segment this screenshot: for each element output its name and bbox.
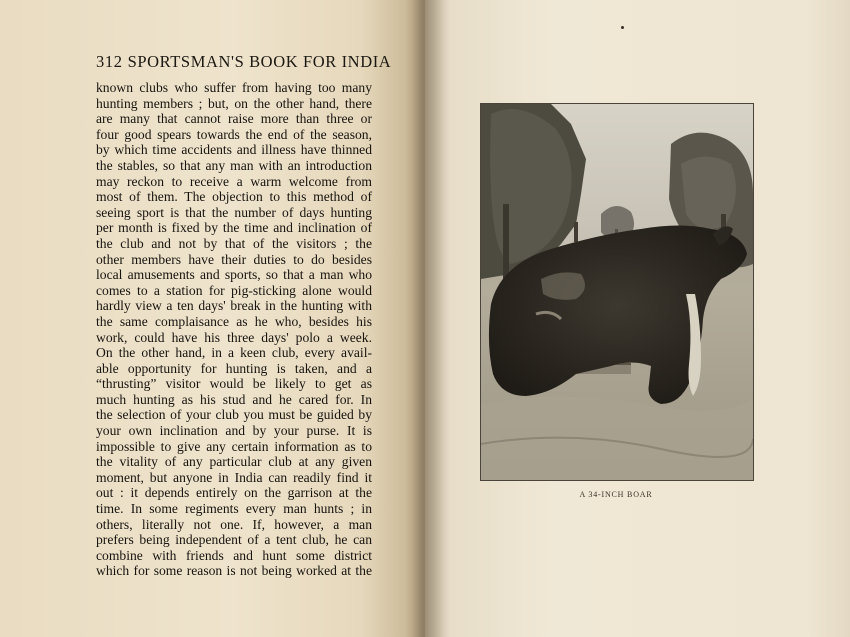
text-line: local amusements and sports, so that a man who [96, 267, 372, 283]
text-line: much hunting as his stud and he cared for. In [96, 391, 372, 407]
text-line: On the other hand, in a keen club, every avail- [96, 345, 372, 361]
text-line: work, could have his three days' polo a week. [96, 329, 372, 345]
text-line: which for some reason is not being worked at the [96, 563, 372, 579]
text-line: out : it depends entirely on the garrison at the [96, 485, 372, 501]
text-line: the same complaisance as he who, besides his [96, 313, 372, 329]
text-line: moment, but anyone in India can readily find it [96, 469, 372, 485]
text-line: able opportunity for hunting is taken, and a [96, 360, 372, 376]
text-line: comes to a station for pig-sticking alone would [96, 282, 372, 298]
text-line: combine with friends and hunt some district [96, 547, 372, 563]
text-line: the stables, so that any man with an introduction [96, 157, 372, 173]
text-line: seeing sport is that the number of days hunting [96, 204, 372, 220]
text-line: are many that cannot raise more than three or [96, 111, 372, 127]
text-line: four good spears towards the end of the season, [96, 126, 372, 142]
running-head [96, 52, 392, 72]
text-line: time. In some regiments every man hunts ; in [96, 501, 372, 517]
boar-photo-illustration [481, 104, 753, 480]
text-line: others, literally not one. If, however, a man [96, 516, 372, 532]
text-line: other members have their duties to do besides [96, 251, 372, 267]
text-line: may reckon to receive a warm welcome from [96, 173, 372, 189]
text-line: the vitality of any particular club at any given [96, 454, 372, 470]
boar-photograph [480, 103, 754, 481]
text-line: your own inclination and by your purse. It is [96, 423, 372, 439]
text-line: hardly view a ten days' break in the hunting with [96, 298, 372, 314]
plate-caption: A 34-INCH BOAR [579, 490, 653, 499]
text-line: by which time accidents and illness have thinned [96, 142, 372, 158]
text-line: prefers being independent of a tent club, he can [96, 532, 372, 548]
text-line: known clubs who suffer from having too many [96, 80, 372, 95]
text-line: hunting members ; but, on the other hand, there [96, 95, 372, 111]
text-line: “thrusting” visitor would be likely to get as [96, 376, 372, 392]
text-line: the selection of your club you must be guided by [96, 407, 372, 423]
ink-speck [621, 26, 624, 29]
text-line: the club and not by that of the visitors ; the [96, 235, 372, 251]
body-text [96, 80, 372, 579]
gutter-shadow [405, 0, 445, 637]
page-number: 312 [96, 52, 123, 71]
text-line: most of them. The objection to this method of [96, 189, 372, 205]
text-line: per month is fixed by the time and inclination of [96, 220, 372, 236]
text-line: impossible to give any certain information as to [96, 438, 372, 454]
running-head-title: SPORTSMAN'S BOOK FOR INDIA [127, 52, 392, 71]
